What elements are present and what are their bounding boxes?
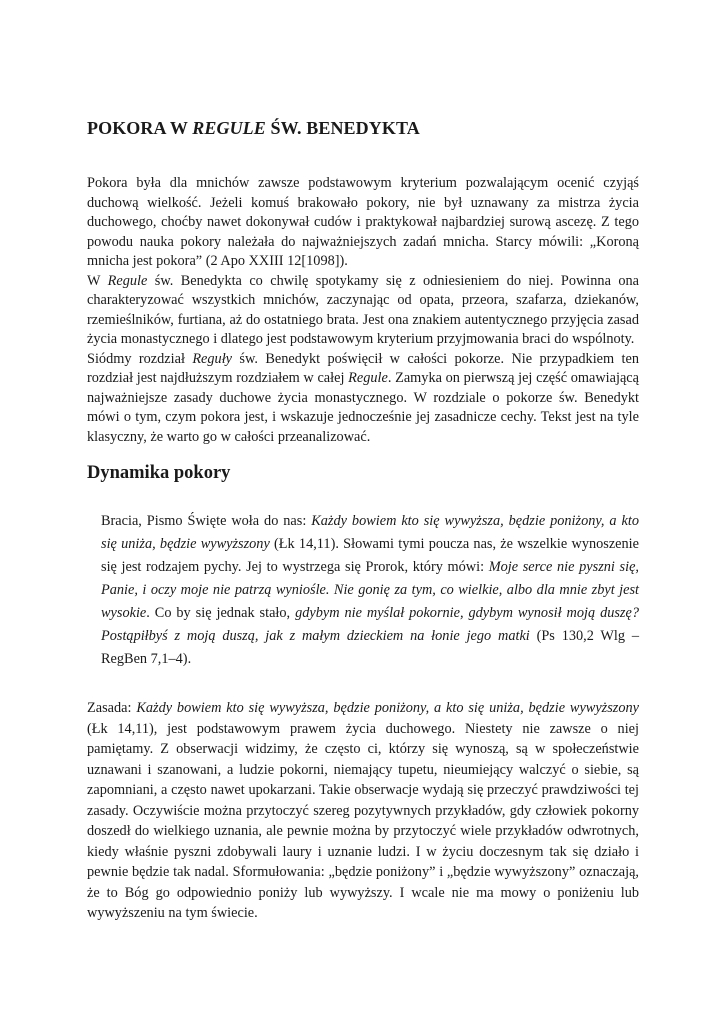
- intro-paragraph-1: Pokora była dla mnichów zawsze podstawowym kryterium pozwalającym ocenić czyjąś duchową wielkość. Jeżeli komuś brakowało pokory, nie był uznawany za mistrza życia duchowego, choćby nawet dokonywał cudów i praktykował najbardziej surową ascezę. Z tego powodu nauka pokory należała do najważniejszych zadań mnicha. Starcy mówili: „Koroną mnicha jest pokora” (2 Apo XXIII 12[1098]).: [87, 175, 639, 269]
- intro-paragraph-2: [87, 272, 639, 350]
- quote-italic-d: Moje serce nie pyszni się, Panie, i oczy moje nie patrzą wyniośle. Nie gonię za tym, co wielkie, albo dla mnie zbyt jest wysokie: [101, 559, 639, 621]
- p3-italic-reguly: Reguły: [192, 350, 233, 367]
- intro-paragraph-3: [87, 350, 639, 448]
- intro-section: [87, 174, 639, 447]
- quote-text-c: (Łk 14,11). Słowami tymi poucza nas, że wszelkie wynoszenie się jest rodzajem pychy. Jej to wystrzega się Prorok, który mówi:: [101, 536, 639, 575]
- p3-text-e: . Zamyka on pierwszą jej część omawiającą najważniejsze zasady duchowe życia monastycznego. W rozdziale o pokorze św. Benedykt mówi o tym, czym pokora jest, i wskazuje jednocześnie jej zasadnicze cechy. Tekst jest na tyle klasyczny, że warto go w całości przeanalizować.: [87, 370, 639, 445]
- p3-text-c: św. Benedykt poświęcił w całości pokorze. Nie przypadkiem ten rozdział jest najdłuższym rozdziałem w całej: [87, 350, 639, 386]
- p3-italic-regule: Regule: [348, 370, 388, 386]
- document-page: [87, 118, 639, 924]
- p2-text-c: św. Benedykta co chwilę spotykamy się z odniesieniem do niej. Powinna ona charakteryzować wszystkich mnichów, zaczynając od opata, przeora, szafarza, dziekanów, rzemieślników, furtiana, aż do ostatniego brata. Jest ona znakiem autentycznego przyjęcia zasad życia monastycznego i dlatego jest podstawowym kryterium przyjmowania braci do wspólnoty.: [87, 272, 639, 347]
- quote-italic-b: Każdy bowiem kto się wywyższa, będzie poniżony, a kto się uniża, będzie wywyższony: [101, 513, 639, 552]
- zasada-italic-b: Każdy bowiem kto się wywyższa, będzie poniżony, a kto się uniża, będzie wywyższony: [136, 700, 639, 716]
- document-title: [87, 118, 639, 139]
- block-quote: [101, 510, 639, 671]
- p3-text-a: Siódmy rozdział: [87, 350, 193, 367]
- quote-italic-f: gdybym nie myślał pokornie, gdybym wynosił moją duszę? Postąpiłbyś z moją duszą, jak z małym dzieckiem na łonie jego matki: [101, 605, 639, 644]
- quote-text-a: Bracia, Pismo Święte woła do nas:: [101, 513, 312, 529]
- zasada-paragraph: [87, 698, 639, 924]
- quote-text-e: . Co by się jednak stało,: [146, 605, 296, 621]
- zasada-text-a: Zasada:: [87, 700, 137, 716]
- title-part-3: ŚW. BENEDYKTA: [265, 118, 420, 138]
- title-part-1: POKORA W: [87, 118, 193, 138]
- quote-text-g: (Ps 130,2 Wlg – RegBen 7,1–4).: [101, 628, 639, 667]
- title-regule: REGULE: [192, 118, 266, 138]
- zasada-text-c: (Łk 14,11), jest podstawowym prawem życia duchowego. Niestety nie zawsze o niej pamiętamy. Z obserwacji widzimy, że często ci, którzy się wynoszą, są w społeczeństwie uznawani i szanowani, a ludzie pokorni, niemający tupetu, nieumiejący walczyć o siebie, są zapomniani, a często nawet upokarzani. Takie obserwacje wydają się przeczyć prawdziwości tej zasady. Oczywiście można przytoczyć szereg pozytywnych przykładów, gdy człowiek pokorny doszedł do wielkiego uznania, ale pewnie można by przytoczyć wiele przykładów odwrotnych, kiedy właśnie pyszni zdobywali laury i uznanie ludzi. I w życiu doczesnym tak się działo i pewnie będzie tak nadal. Sformułowania: „będzie poniżony” i „będzie wywyższony” oznaczają, że to Bóg go odpowiednio poniży lub wywyższy. I wcale nie ma mowy o poniżeniu lub wywyższeniu na tym świecie.: [87, 720, 639, 921]
- p2-text-a: W: [87, 272, 108, 289]
- p2-italic-regule: Regule: [107, 272, 148, 289]
- section-heading: Dynamika pokory: [87, 463, 231, 483]
